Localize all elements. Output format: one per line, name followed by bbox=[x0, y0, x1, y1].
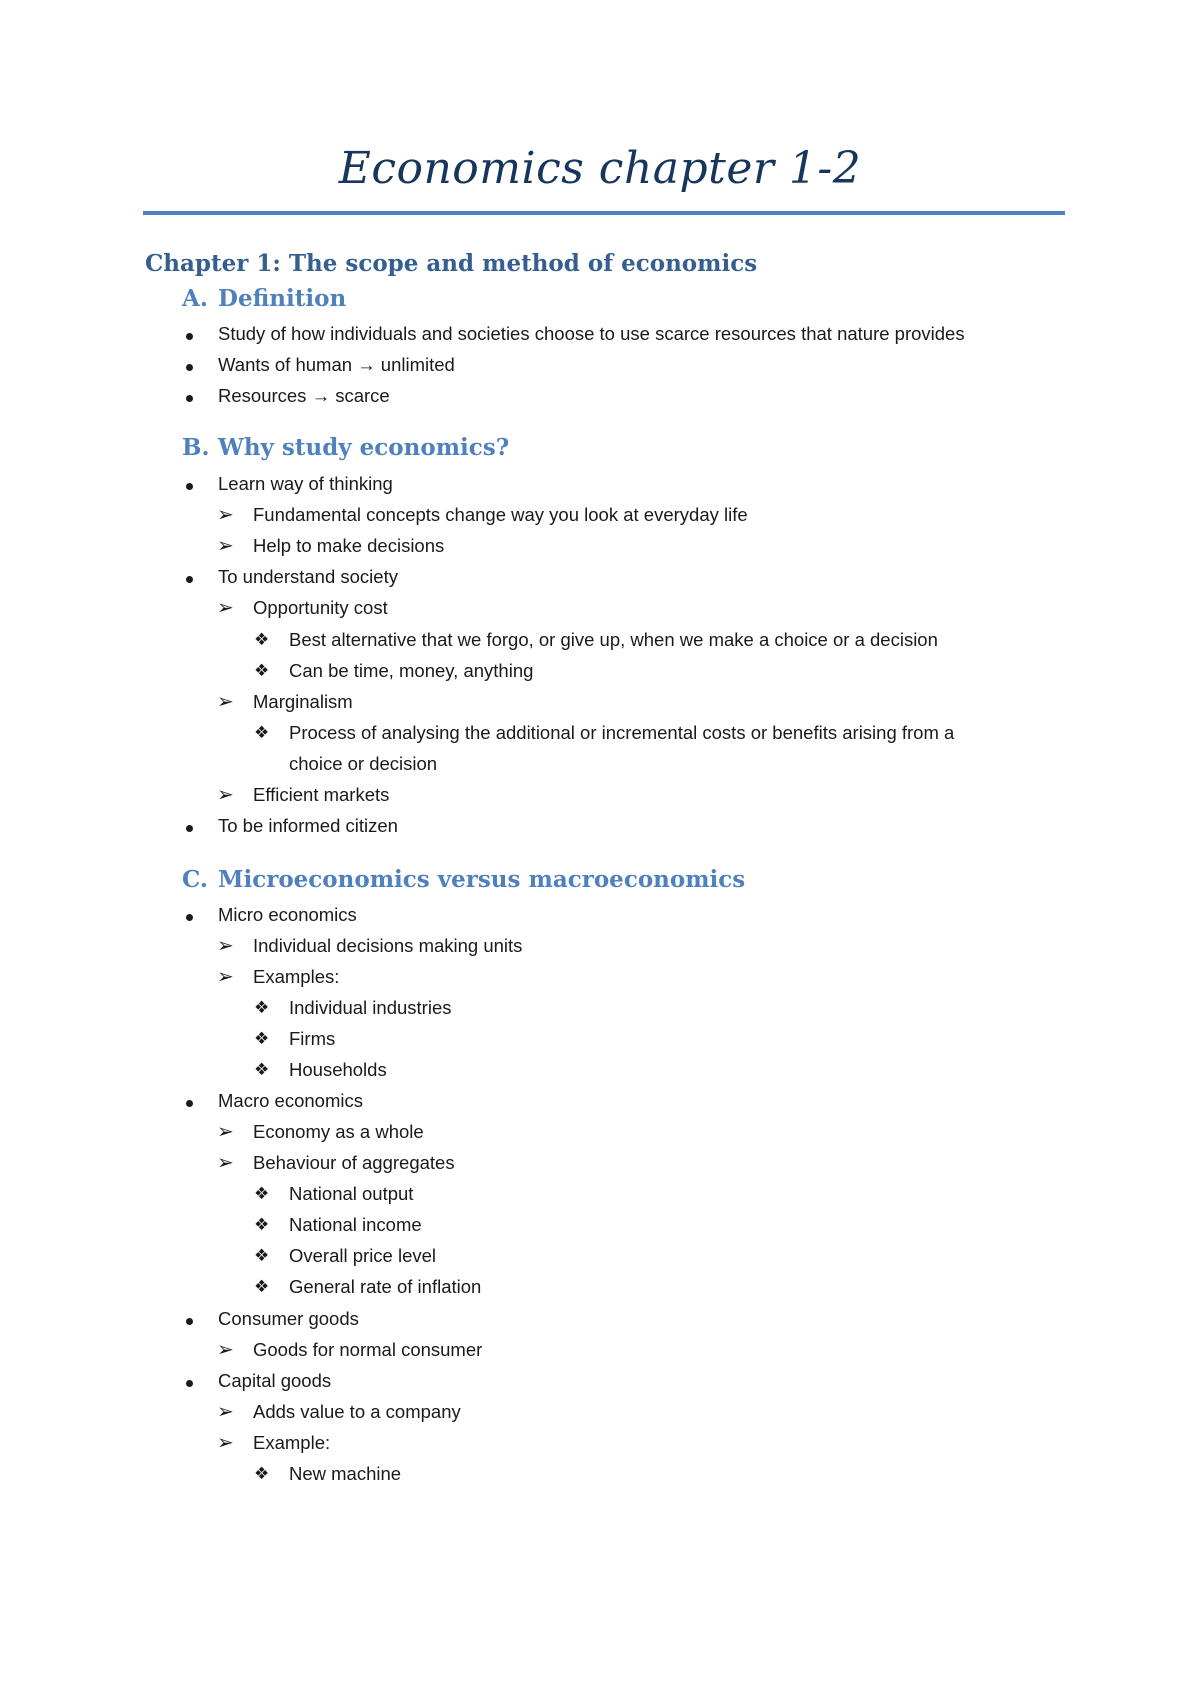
arrowhead-bullet-icon: ➢ bbox=[217, 966, 234, 988]
diamond-bullet-icon: ❖ bbox=[254, 998, 270, 1017]
round-bullet-icon bbox=[186, 364, 193, 371]
round-bullet-icon bbox=[186, 1380, 193, 1387]
round-bullet-icon bbox=[186, 825, 193, 832]
round-bullet-icon bbox=[186, 1318, 193, 1325]
arrowhead-bullet-icon: ➢ bbox=[217, 1152, 234, 1174]
section-b-heading bbox=[182, 434, 509, 461]
section-c-heading bbox=[182, 866, 745, 893]
section-b-letter: B. bbox=[182, 434, 210, 461]
arrowhead-bullet-icon: ➢ bbox=[217, 597, 234, 619]
chapter-heading: Chapter 1: The scope and method of economics bbox=[145, 250, 758, 277]
section-b-title: Why study economics? bbox=[218, 434, 510, 461]
section-c-letter: C. bbox=[182, 866, 208, 893]
arrowhead-bullet-icon: ➢ bbox=[217, 1401, 234, 1423]
section-a-letter: A. bbox=[182, 285, 208, 312]
document-page: Economics chapter 1-2 Chapter 1: The scope and method of economics A. Definition Study of how individuals and societies choose to use scarce resources that nature provides Wants of human → unlimited Resources → scarce B. Why study economics? Learn way of thinking ➢ Fundamental concepts change way you look at everyday life ➢ Help to make decisions To understand society ➢ Opportunity cost ❖ Best alternative that we forgo, or give up, when we make a choice or a decision ❖ Can be time, money, anything ➢ Marginalism ❖ Process of analysing the additional or incremental costs or benefits arising from a choice or decision ➢ Efficient markets To be informed citizen C. Microeconomics versus macroeconomics Micro economics ➢ Individual decisions making units ➢ Examples: ❖ Individual industries ❖ Firms ❖ Households Macro economics ➢ Economy as a whole ➢ Behaviour of aggregates ❖ National output ❖ National income ❖ Overall price level ❖ General rate of inflation Consumer goods ➢ Goods for normal consumer Capital goods ➢ Adds value to a company ➢ Example: ❖ New machine bbox=[0, 0, 1200, 1698]
section-a-title: Definition bbox=[218, 285, 347, 312]
section-a-heading bbox=[182, 285, 346, 312]
diamond-bullet-icon: ❖ bbox=[254, 661, 270, 680]
diamond-bullet-icon: ❖ bbox=[254, 1029, 270, 1048]
arrowhead-bullet-icon: ➢ bbox=[217, 1121, 234, 1143]
diamond-bullet-icon: ❖ bbox=[254, 1184, 270, 1203]
title-underline bbox=[143, 211, 1065, 215]
diamond-bullet-icon: ❖ bbox=[254, 723, 270, 742]
sub-sub-list-item-continuation: choice or decision bbox=[289, 753, 438, 774]
diamond-bullet-icon: ❖ bbox=[254, 630, 270, 649]
arrowhead-bullet-icon: ➢ bbox=[217, 691, 234, 713]
round-bullet-icon bbox=[186, 333, 193, 340]
section-c-title: Microeconomics versus macroeconomics bbox=[218, 866, 746, 893]
diamond-bullet-icon: ❖ bbox=[254, 1246, 270, 1265]
round-bullet-icon bbox=[186, 1100, 193, 1107]
arrowhead-bullet-icon: ➢ bbox=[217, 1339, 234, 1361]
arrowhead-bullet-icon: ➢ bbox=[217, 784, 234, 806]
arrowhead-bullet-icon: ➢ bbox=[217, 1432, 234, 1454]
round-bullet-icon bbox=[186, 576, 193, 583]
diamond-bullet-icon: ❖ bbox=[254, 1464, 270, 1483]
diamond-bullet-icon: ❖ bbox=[254, 1060, 270, 1079]
diamond-bullet-icon: ❖ bbox=[254, 1277, 270, 1296]
round-bullet-icon bbox=[186, 395, 193, 402]
arrowhead-bullet-icon: ➢ bbox=[217, 504, 234, 526]
round-bullet-icon bbox=[186, 914, 193, 921]
round-bullet-icon bbox=[186, 483, 193, 490]
document-title: Economics chapter 1-2 bbox=[338, 143, 862, 194]
diamond-bullet-icon: ❖ bbox=[254, 1215, 270, 1234]
arrowhead-bullet-icon: ➢ bbox=[217, 935, 234, 957]
arrowhead-bullet-icon: ➢ bbox=[217, 535, 234, 557]
